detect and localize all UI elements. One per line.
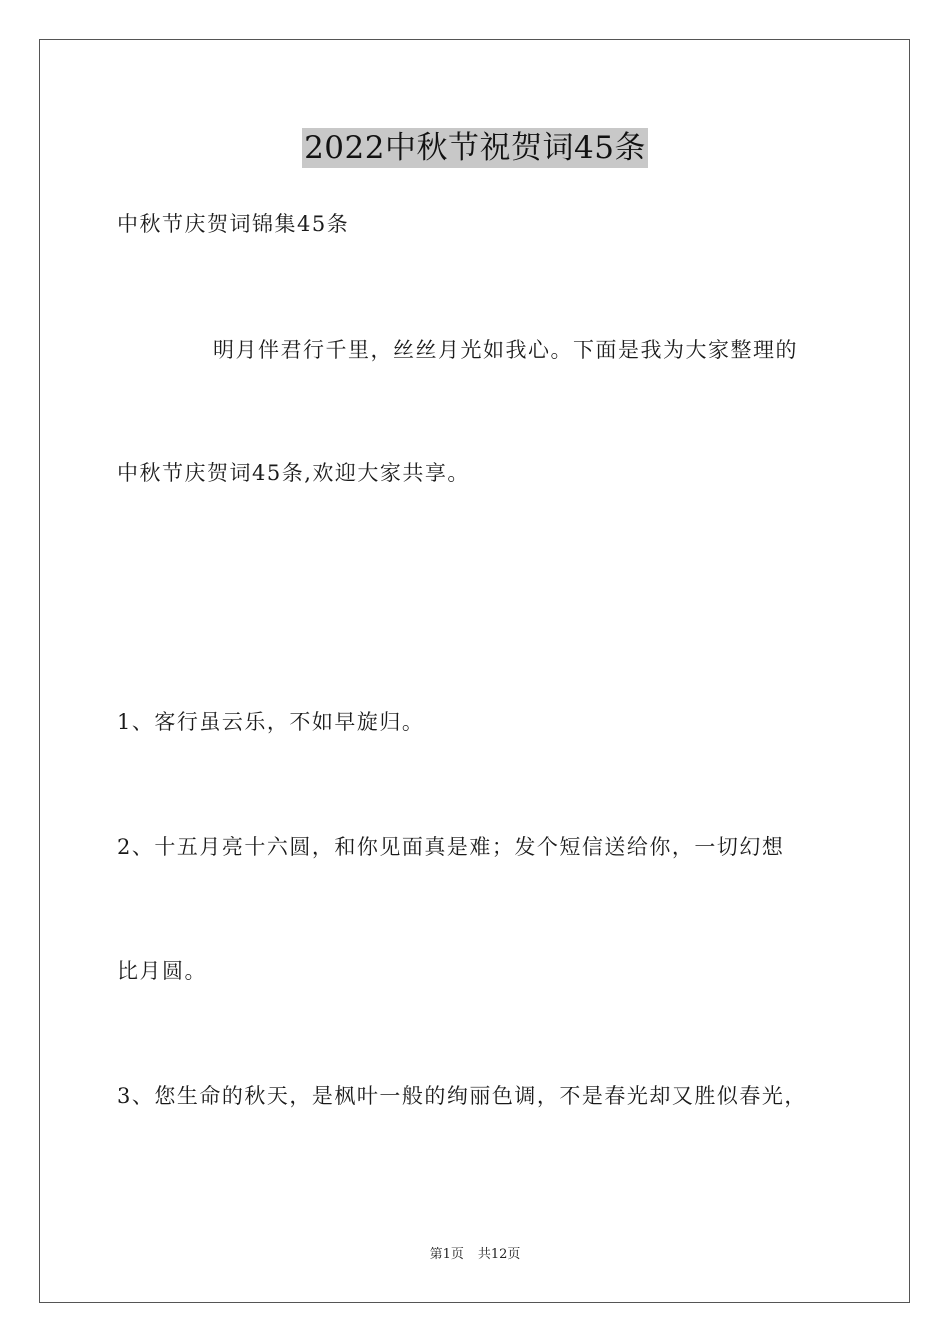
page-number-current: 第1页 [429,1247,464,1262]
title-container [0,128,950,168]
list-item-2-line-1: 2、十五月亮十六圆，和你见面真是难；发个短信送给你，一切幻想 [117,835,785,859]
list-item-2-line-2: 比月圆。 [117,959,207,983]
page-footer [0,1246,950,1264]
list-item-3-line-1: 3、您生命的秋天，是枫叶一般的绚丽色调，不是春光却又胜似春光， [117,1084,807,1108]
page-number-total: 共12页 [477,1247,521,1262]
document-subtitle: 中秋节庆贺词锦集45条 [117,212,350,236]
list-item-1: 1、客行虽云乐，不如早旋归。 [117,710,425,734]
document-title: 2022中秋节祝贺词45条 [304,130,646,166]
intro-paragraph-line-1: 明月伴君行千里，丝丝月光如我心。下面是我为大家整理的 [213,338,798,362]
intro-paragraph-line-2: 中秋节庆贺词45条,欢迎大家共享。 [117,461,470,485]
